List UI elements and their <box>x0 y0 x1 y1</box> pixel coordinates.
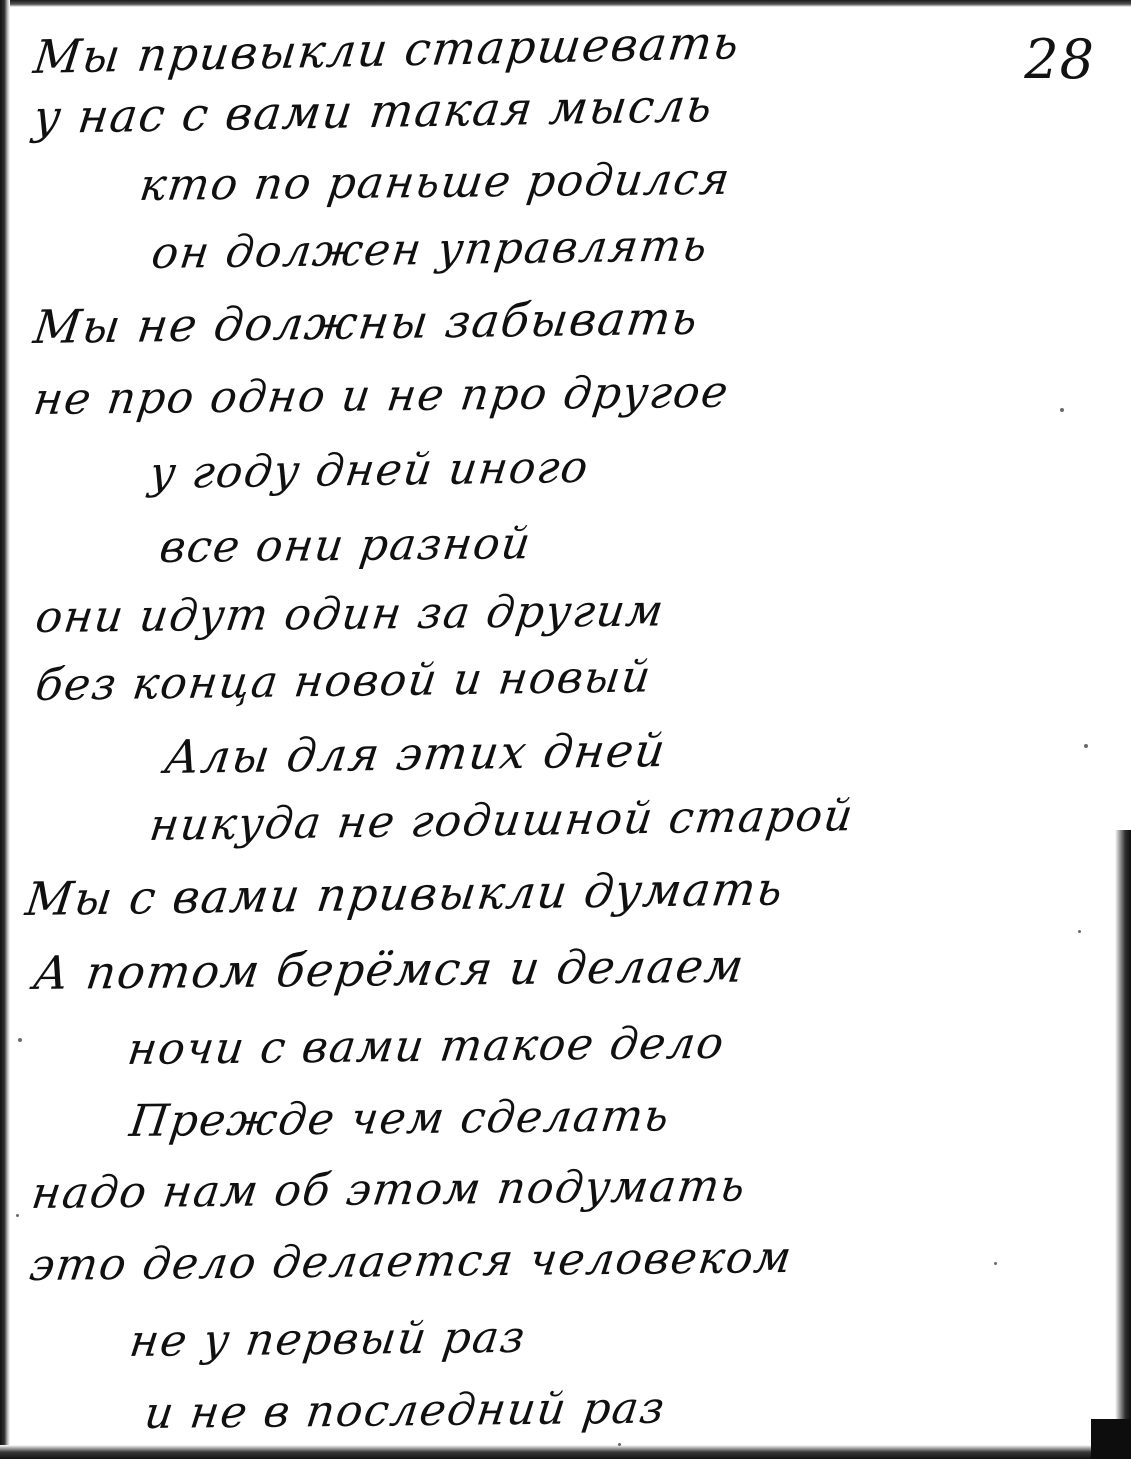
handwritten-line: это дело делается человеком <box>26 1231 796 1292</box>
scan-speck <box>1078 930 1081 933</box>
handwritten-line: Мы привыкли старшевать <box>30 15 744 85</box>
handwritten-line: ночи с вами такое дело <box>124 1017 728 1076</box>
handwritten-line: Мы с вами привыкли думать <box>22 861 788 927</box>
page-number: 28 <box>1024 28 1095 91</box>
scan-edge-top <box>0 0 1131 7</box>
handwritten-line: Прежде чем сделать <box>126 1090 674 1148</box>
handwritten-line: Мы не должны забывать <box>30 290 702 355</box>
scan-edge-left <box>0 0 10 1459</box>
handwritten-line: никуда не годишной старой <box>146 790 857 852</box>
handwritten-line: без конца новой и новый <box>32 651 655 712</box>
handwritten-line: и не в последний раз <box>141 1382 669 1440</box>
scan-edge-right <box>1115 830 1131 1459</box>
handwritten-line: Алы для этих дней <box>161 722 670 785</box>
scan-speck <box>16 1214 19 1217</box>
handwritten-line: он должен управлять <box>148 220 712 280</box>
handwritten-line: они идут один за другим <box>32 585 668 644</box>
handwritten-line: не у первый раз <box>126 1311 530 1368</box>
scan-speck <box>1060 408 1064 412</box>
scan-edge-bottom <box>0 1445 1131 1459</box>
handwritten-line: у году дней иного <box>146 441 593 500</box>
scan-speck <box>994 1262 997 1265</box>
scan-speck <box>18 1038 22 1042</box>
handwritten-line: не про одно и не про другое <box>30 366 733 426</box>
handwritten-line: надо нам об этом подумать <box>28 1160 750 1220</box>
handwritten-line: А потом берёмся и делаем <box>30 938 748 1001</box>
handwritten-line: все они разной <box>156 518 535 574</box>
handwritten-line: кто по раньше родился <box>136 153 734 212</box>
scan-speck <box>1084 744 1088 748</box>
handwritten-line: у нас с вами такая мысль <box>30 78 717 145</box>
scan-corner-bottom-right <box>1091 1419 1131 1459</box>
scan-speck <box>618 1443 621 1446</box>
